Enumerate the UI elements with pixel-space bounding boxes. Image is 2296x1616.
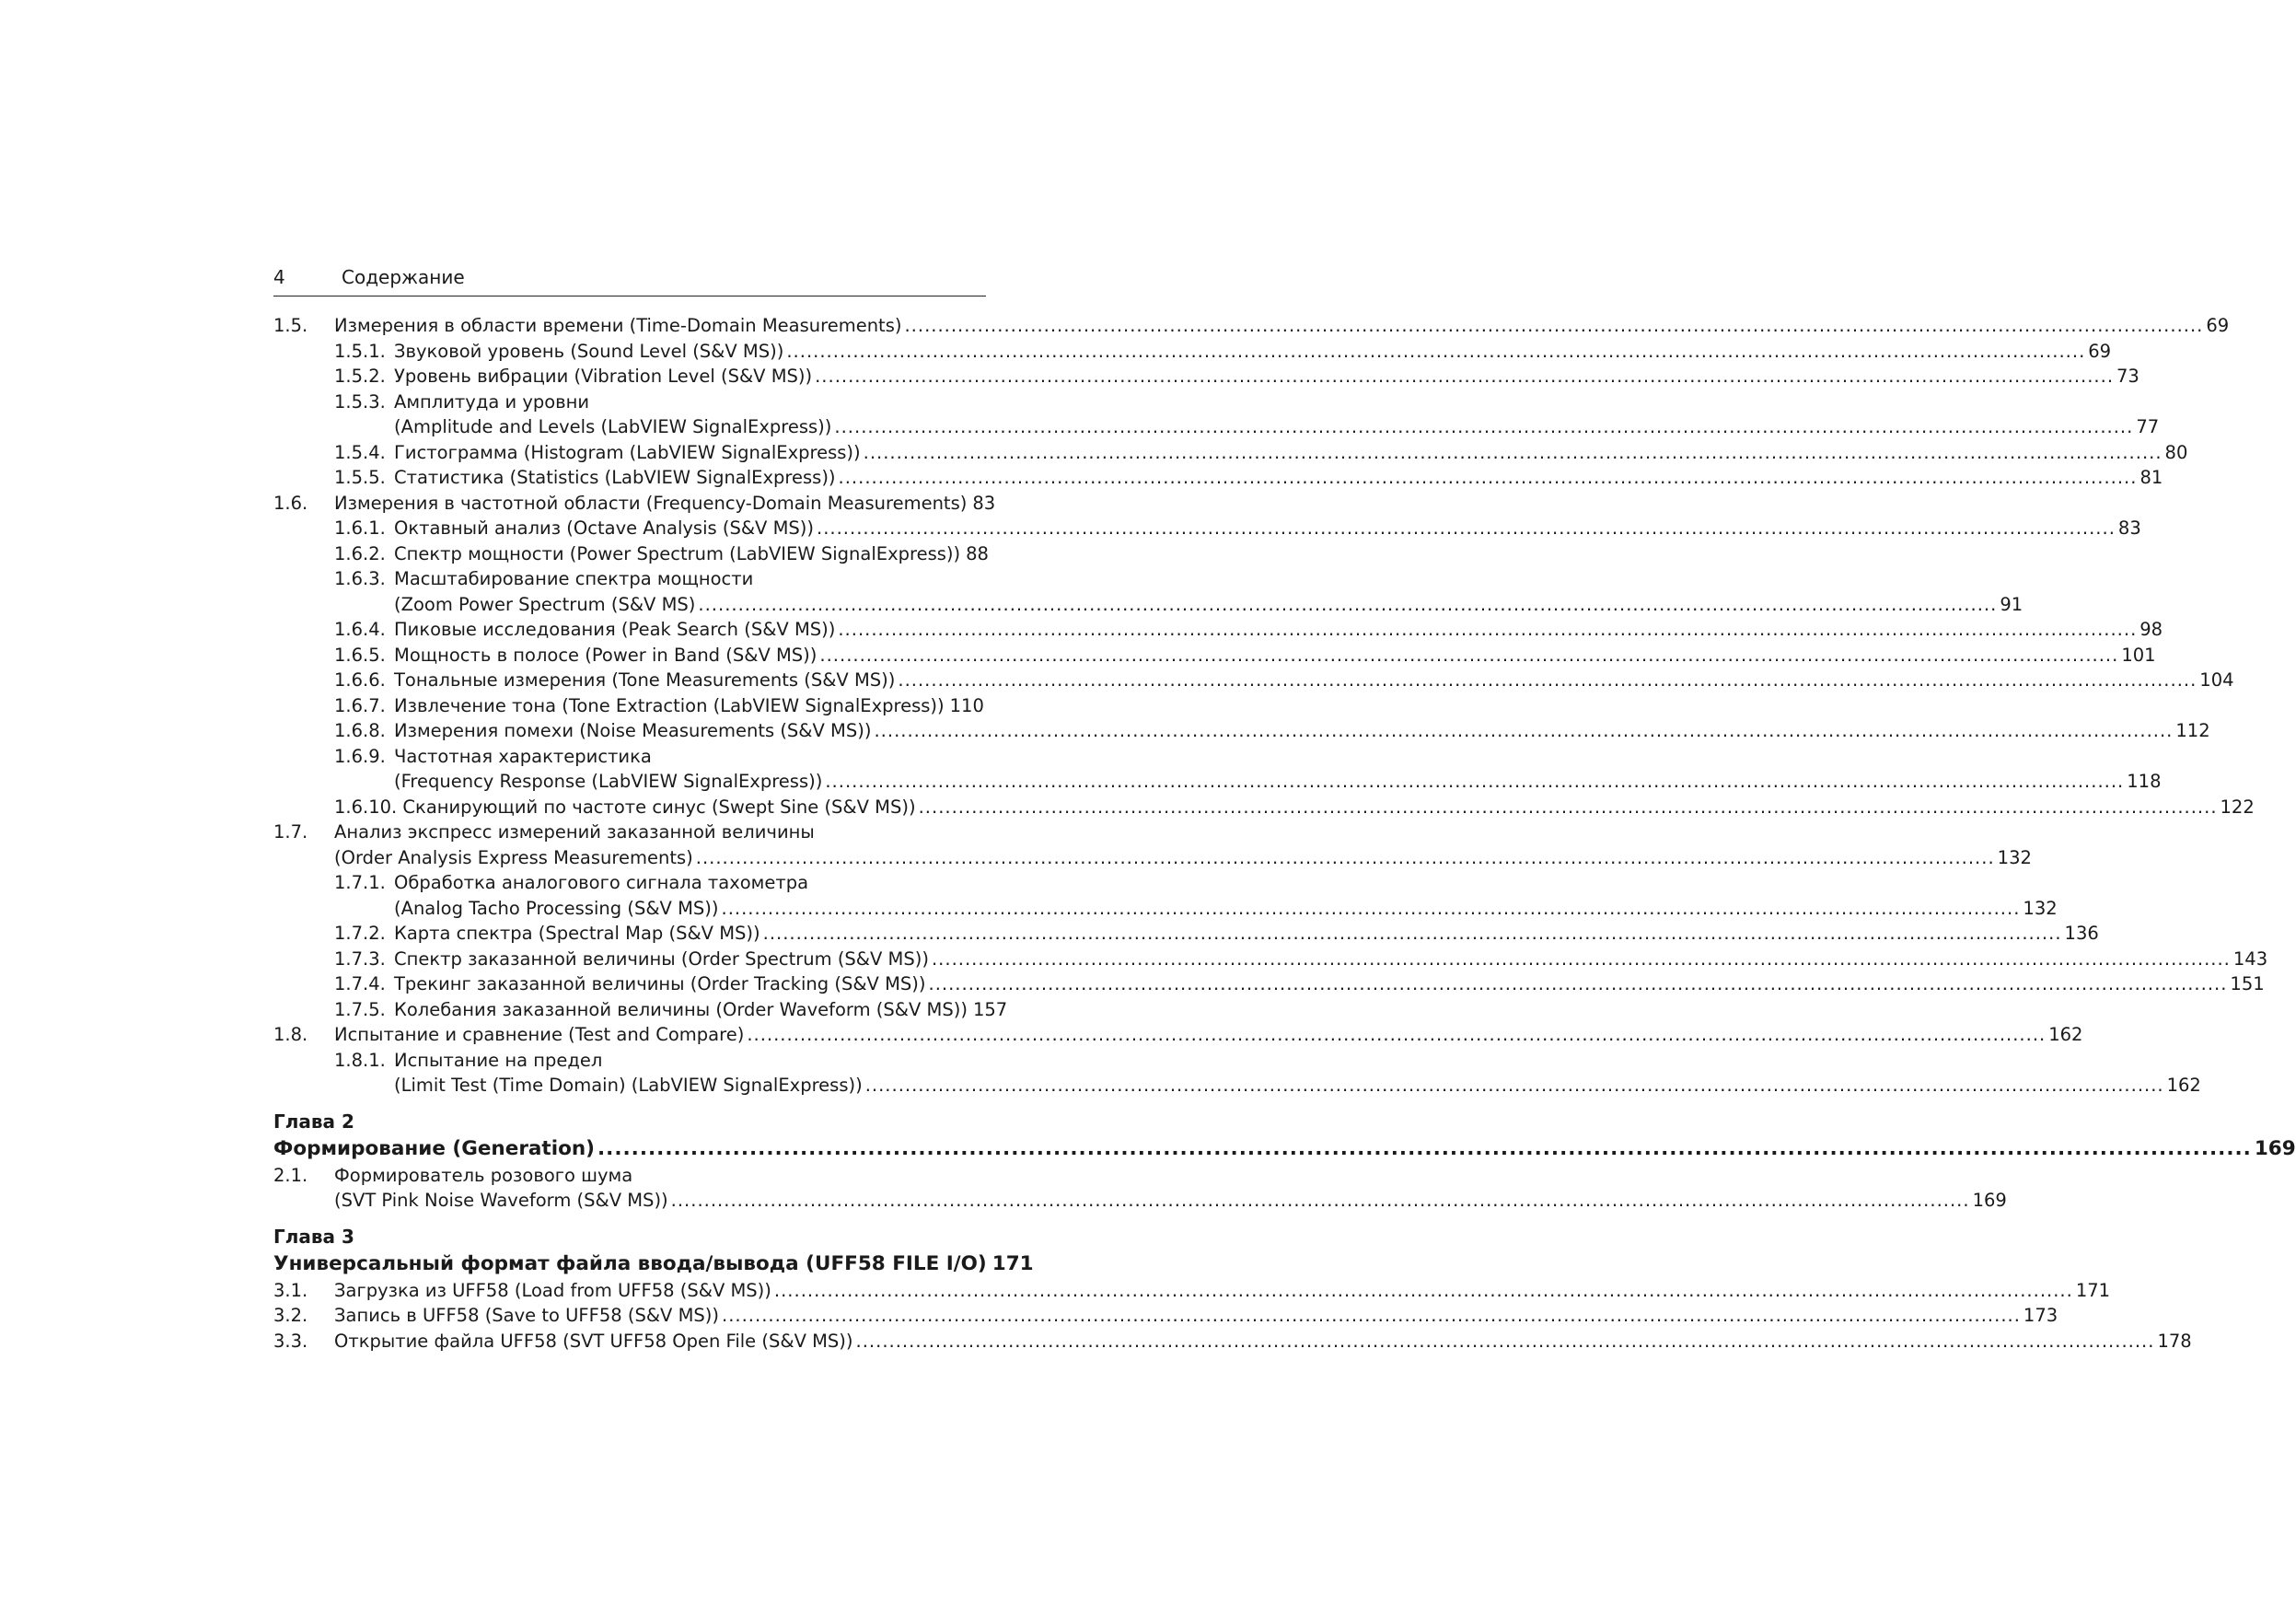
toc-leader: ....................................................................................................................................................................................................: [815, 366, 2115, 387]
chapter-heading: Глава 3: [273, 1225, 354, 1248]
toc-leader: ....................................................................................................................................................................................................: [928, 973, 2228, 994]
toc-leader: ....................................................................................................................................................................................................: [670, 1190, 1970, 1211]
toc-title: Спектр заказанной величины (Order Spectrum (S&V MS)): [394, 948, 929, 970]
toc-page: 169: [1972, 1190, 2007, 1211]
toc-number: 1.5.3.: [334, 390, 386, 413]
toc-number: 1.5.: [273, 315, 308, 336]
toc-number: 1.6.7.: [334, 694, 386, 716]
toc-page: 136: [2064, 923, 2099, 944]
toc-page: 104: [2199, 669, 2234, 691]
toc-page: 178: [2157, 1330, 2192, 1352]
toc-page: 101: [2121, 644, 2156, 666]
toc-entry-continuation[interactable]: [273, 1073, 2201, 1099]
toc-number: 3.3.: [273, 1330, 308, 1352]
toc-leader: ....................................................................................................................................................................................................: [786, 340, 2086, 362]
toc-entry[interactable]: [273, 693, 984, 719]
toc-number: 1.7.3.: [334, 948, 386, 970]
toc-leader: ....................................................................................................................................................................................................: [918, 796, 2218, 818]
toc-number: 1.7.1.: [334, 872, 386, 893]
toc-entry[interactable]: [273, 795, 2255, 820]
toc-page: 83: [972, 492, 996, 514]
toc-leader: ....................................................................................................................................................................................................: [838, 467, 2138, 488]
toc-leader: ....................................................................................................................................................................................................: [863, 441, 2163, 463]
toc-title: 1.6.10. Сканирующий по частоте синус (Swept Sine (S&V MS)): [334, 796, 916, 818]
chapter-label[interactable]: [273, 1110, 980, 1135]
toc-number: 1.6.: [273, 492, 308, 514]
toc-number: 1.7.4.: [334, 973, 386, 994]
chapter-heading: Глава 2: [273, 1110, 354, 1133]
page-number: 4: [273, 266, 285, 288]
toc-entry[interactable]: [273, 617, 2163, 643]
toc-entry[interactable]: [273, 364, 2139, 389]
toc-entry[interactable]: [273, 389, 980, 415]
toc-title: Измерения помехи (Noise Measurements (S&V MS)): [394, 720, 872, 741]
toc-title: Измерения в области времени (Time-Domain Measurements): [334, 315, 902, 336]
toc-number: 1.8.1.: [334, 1049, 386, 1071]
toc-number: 1.6.9.: [334, 745, 386, 767]
toc-title: Тональные измерения (Tone Measurements (S&V MS)): [394, 669, 896, 691]
toc-number: 3.2.: [273, 1305, 308, 1326]
toc-number: 1.6.2.: [334, 542, 386, 564]
toc-title: Извлечение тона (Tone Extraction (LabVIEW SignalExpress)): [394, 694, 945, 716]
toc-entry[interactable]: [273, 1022, 2083, 1048]
toc-entry[interactable]: [273, 1329, 2192, 1354]
toc-title: Мощность в полосе (Power in Band (S&V MS)): [394, 644, 818, 666]
toc-number: 1.6.6.: [334, 669, 386, 691]
toc-entry[interactable]: [273, 313, 2230, 339]
toc-page: 162: [2166, 1075, 2201, 1096]
toc-entry[interactable]: [273, 465, 2163, 491]
toc-leader: ....................................................................................................................................................................................................: [773, 1279, 2073, 1301]
toc-title: Масштабирование спектра мощности: [394, 568, 754, 589]
toc-title: Анализ экспресс измерений заказанной величины: [334, 821, 815, 843]
toc-page: 132: [1997, 846, 2032, 868]
toc-title: (Frequency Response (LabVIEW SignalExpress)): [394, 771, 823, 792]
toc-number: 2.1.: [273, 1164, 308, 1186]
toc-title: (Zoom Power Spectrum (S&V MS): [394, 593, 696, 615]
toc-entry[interactable]: [273, 643, 2156, 668]
toc-leader: ....................................................................................................................................................................................................: [819, 644, 2119, 666]
toc-title: Статистика (Statistics (LabVIEW SignalExpress)): [394, 467, 836, 488]
toc-leader: ....................................................................................................................................................................................................: [762, 923, 2062, 944]
toc-page: 157: [972, 998, 1008, 1020]
toc-title: (SVT Pink Noise Waveform (S&V MS)): [334, 1190, 668, 1211]
toc-leader: ....................................................................................................................................................................................................: [597, 1136, 2252, 1160]
toc-page: 91: [2000, 593, 2023, 615]
toc-title: Частотная характеристика: [394, 745, 652, 767]
running-header: [273, 264, 986, 296]
toc-number: 1.5.5.: [334, 467, 386, 488]
toc-number: 1.5.1.: [334, 340, 386, 362]
toc-number: 1.6.8.: [334, 720, 386, 741]
toc-entry-continuation[interactable]: [273, 896, 2058, 922]
toc-leader: ....................................................................................................................................................................................................: [864, 1075, 2164, 1096]
toc-entry[interactable]: [273, 820, 980, 845]
toc-entry[interactable]: [273, 1278, 2111, 1304]
toc-number: 1.8.: [273, 1024, 308, 1045]
toc-page: 171: [991, 1251, 1034, 1275]
toc-page: 132: [2023, 897, 2058, 919]
toc-title: Измерения в частотной области (Frequency-Domain Measurements): [334, 492, 968, 514]
toc-number: 1.6.5.: [334, 644, 386, 666]
toc-page: 80: [2164, 441, 2188, 463]
toc-title: Гистограмма (Histogram (LabVIEW SignalExpress)): [394, 441, 861, 463]
toc-title: (Amplitude and Levels (LabVIEW SignalExpress)): [394, 416, 832, 437]
toc-entry-continuation[interactable]: [273, 769, 2162, 795]
toc-page: 83: [2117, 517, 2141, 539]
toc-entry[interactable]: [273, 718, 2210, 744]
toc-entry[interactable]: [273, 971, 2265, 997]
toc-number: 3.1.: [273, 1279, 308, 1301]
toc-page: 88: [966, 542, 989, 564]
toc-title: (Analog Tacho Processing (S&V MS)): [394, 897, 719, 919]
toc-page: 118: [2127, 771, 2162, 792]
toc-title: Испытание и сравнение (Test and Compare): [334, 1024, 745, 1045]
toc-leader: ....................................................................................................................................................................................................: [825, 771, 2125, 792]
toc-title: Карта спектра (Spectral Map (S&V MS)): [394, 923, 760, 944]
toc-title: (Order Analysis Express Measurements): [334, 846, 693, 868]
toc-leader: ....................................................................................................................................................................................................: [931, 948, 2231, 970]
toc-leader: ....................................................................................................................................................................................................: [855, 1330, 2155, 1352]
toc-leader: ....................................................................................................................................................................................................: [695, 846, 1995, 868]
toc-leader: ....................................................................................................................................................................................................: [834, 416, 2134, 437]
toc-title: Запись в UFF58 (Save to UFF58 (S&V MS)): [334, 1305, 720, 1326]
chapter-title-entry[interactable]: [273, 1250, 1034, 1278]
toc-entry[interactable]: [273, 541, 989, 567]
toc-page: 151: [2230, 973, 2265, 994]
toc-page: 169: [2254, 1136, 2296, 1160]
toc-number: 1.5.4.: [334, 441, 386, 463]
table-of-contents: [273, 313, 2296, 1354]
toc-number: 1.6.3.: [334, 568, 386, 589]
toc-page: 73: [2116, 366, 2139, 387]
toc-title: Загрузка из UFF58 (Load from UFF58 (S&V MS)): [334, 1279, 771, 1301]
toc-number: 1.5.2.: [334, 366, 386, 387]
toc-title: Уровень вибрации (Vibration Level (S&V MS)): [394, 366, 813, 387]
toc-entry[interactable]: [273, 1048, 980, 1074]
toc-leader: ....................................................................................................................................................................................................: [721, 897, 2021, 919]
toc-number: 1.7.2.: [334, 923, 386, 944]
toc-leader: ....................................................................................................................................................................................................: [747, 1024, 2047, 1045]
toc-entry-continuation[interactable]: [273, 592, 2023, 618]
toc-title: (Limit Test (Time Domain) (LabVIEW SignalExpress)): [394, 1075, 863, 1096]
toc-page: 77: [2136, 416, 2160, 437]
toc-number: 1.7.: [273, 821, 308, 843]
toc-entry[interactable]: [273, 566, 980, 592]
toc-page: 173: [2023, 1305, 2058, 1326]
toc-page: 98: [2139, 619, 2163, 640]
toc-entry[interactable]: [273, 997, 1008, 1023]
toc-entry[interactable]: [273, 668, 2234, 693]
toc-number: 1.6.4.: [334, 619, 386, 640]
toc-title: Колебания заказанной величины (Order Waveform (S&V MS)): [394, 998, 968, 1020]
toc-page: 162: [2048, 1024, 2083, 1045]
toc-title: Спектр мощности (Power Spectrum (LabVIEW SignalExpress)): [394, 542, 961, 564]
toc-title: Открытие файла UFF58 (SVT UFF58 Open File (S&V MS)): [334, 1330, 853, 1352]
toc-leader: ....................................................................................................................................................................................................: [874, 720, 2174, 741]
toc-entry[interactable]: [273, 339, 2112, 365]
toc-entry[interactable]: [273, 870, 980, 896]
toc-title: Формирователь розового шума: [334, 1164, 633, 1186]
toc-title: Трекинг заказанной величины (Order Tracking (S&V MS)): [394, 973, 926, 994]
chapter-title-entry[interactable]: [273, 1135, 2296, 1163]
toc-number: 1.7.5.: [334, 998, 386, 1020]
toc-leader: ....................................................................................................................................................................................................: [904, 315, 2204, 336]
toc-title: Испытание на предел: [394, 1049, 603, 1071]
toc-leader: ....................................................................................................................................................................................................: [898, 669, 2197, 691]
toc-title: Обработка аналогового сигнала тахометра: [394, 872, 809, 893]
toc-entry-continuation[interactable]: [273, 845, 2032, 871]
toc-leader: ....................................................................................................................................................................................................: [838, 619, 2138, 640]
toc-number: 1.6.1.: [334, 517, 386, 539]
toc-entry[interactable]: [273, 1163, 980, 1189]
toc-entry[interactable]: [273, 947, 2268, 972]
toc-title: Универсальный формат файла ввода/вывода (UFF58 FILE I/O): [273, 1251, 987, 1275]
toc-page: 81: [2139, 467, 2163, 488]
toc-page: 143: [2232, 948, 2268, 970]
toc-title: Октавный анализ (Octave Analysis (S&V MS)): [394, 517, 814, 539]
toc-page: 69: [2088, 340, 2112, 362]
toc-entry-continuation[interactable]: [273, 1188, 2007, 1214]
toc-entry[interactable]: [273, 516, 2141, 541]
toc-title: Формирование (Generation): [273, 1136, 595, 1160]
toc-entry[interactable]: [273, 1303, 2058, 1329]
toc-leader: ....................................................................................................................................................................................................: [817, 517, 2116, 539]
toc-leader: ....................................................................................................................................................................................................: [722, 1305, 2021, 1326]
toc-page: 110: [949, 694, 984, 716]
toc-entry[interactable]: [273, 491, 996, 517]
toc-page: 112: [2175, 720, 2210, 741]
toc-entry[interactable]: [273, 440, 2188, 466]
toc-title: Амплитуда и уровни: [394, 390, 590, 413]
toc-title: Звуковой уровень (Sound Level (S&V MS)): [394, 340, 784, 362]
toc-page: 122: [2220, 796, 2255, 818]
running-title: Содержание: [342, 266, 465, 288]
toc-leader: ....................................................................................................................................................................................................: [698, 593, 1998, 615]
toc-page: 69: [2206, 315, 2230, 336]
chapter-label[interactable]: [273, 1225, 980, 1250]
toc-entry[interactable]: [273, 921, 2099, 947]
toc-page: 171: [2075, 1279, 2111, 1301]
toc-title: Пиковые исследования (Peak Search (S&V MS)): [394, 619, 836, 640]
toc-entry-continuation[interactable]: [273, 414, 2160, 440]
toc-entry[interactable]: [273, 744, 980, 770]
